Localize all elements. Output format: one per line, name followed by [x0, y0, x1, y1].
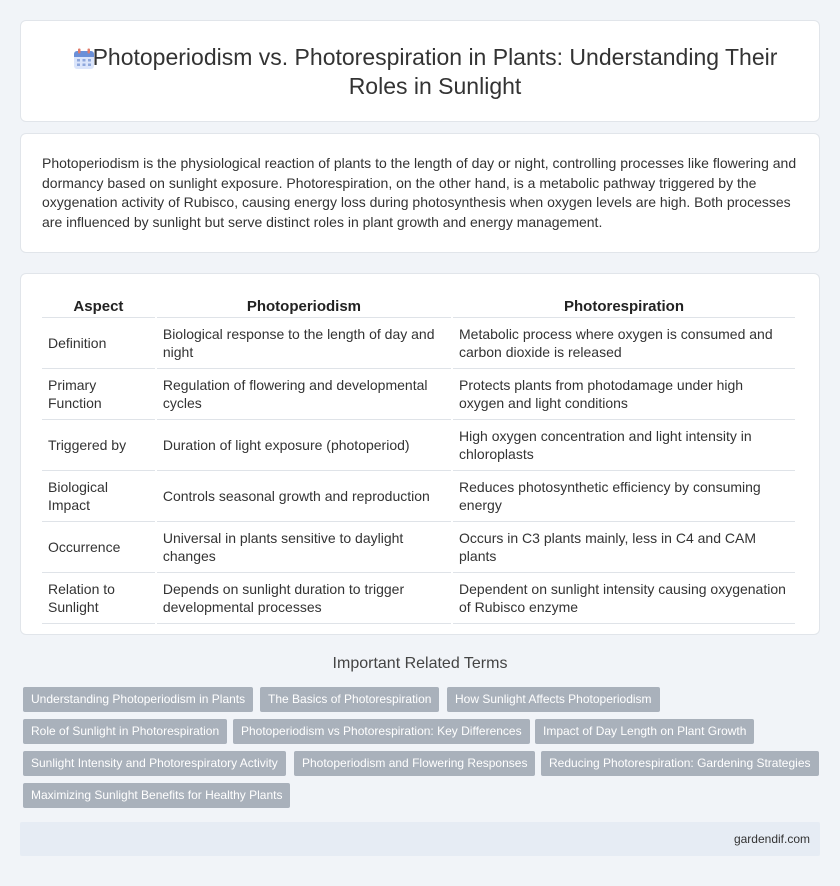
- table-cell: Occurrence: [42, 522, 155, 573]
- table-cell: Regulation of flowering and developmental cycles: [157, 369, 451, 420]
- comparison-table: [40, 292, 797, 624]
- comparison-card: [20, 273, 820, 635]
- table-cell: Reduces photosynthetic efficiency by consuming energy: [453, 471, 795, 522]
- table-row: [42, 471, 795, 522]
- related-term-tag[interactable]: Understanding Photoperiodism in Plants: [23, 687, 253, 712]
- intro-paragraph: Photoperiodism is the physiological reaction of plants to the length of day or night, controlling processes like flowering and dormancy based on sunlight exposure. Photorespiration, on the other hand, is a metabolic pathway triggered by the oxygenation activity of Rubisco, causing energy loss during photosynthesis when oxygen levels are high. Both processes are influenced by sunlight but serve distinct roles in plant growth and energy management.: [42, 155, 797, 230]
- table-cell: Biological Impact: [42, 471, 155, 522]
- table-cell: Biological response to the length of day and night: [157, 318, 451, 369]
- table-cell: Controls seasonal growth and reproduction: [157, 471, 451, 522]
- table-row: [42, 420, 795, 471]
- header-photoperiodism: Photoperiodism: [157, 292, 451, 318]
- table-cell: Duration of light exposure (photoperiod): [157, 420, 451, 471]
- related-term-tag[interactable]: Photoperiodism vs Photorespiration: Key Differences: [233, 719, 530, 744]
- table-cell: Triggered by: [42, 420, 155, 471]
- related-term-tag[interactable]: The Basics of Photorespiration: [260, 687, 439, 712]
- table-cell: Protects plants from photodamage under high oxygen and light conditions: [453, 369, 795, 420]
- table-cell: Depends on sunlight duration to trigger developmental processes: [157, 573, 451, 624]
- related-term-tag[interactable]: How Sunlight Affects Photoperiodism: [447, 687, 660, 712]
- footer: [20, 822, 820, 856]
- table-row: [42, 318, 795, 369]
- table-row: [42, 522, 795, 573]
- table-cell: Primary Function: [42, 369, 155, 420]
- related-term-tag[interactable]: Role of Sunlight in Photorespiration: [23, 719, 227, 744]
- table-row: [42, 369, 795, 420]
- page-title: Photoperiodism vs. Photorespiration in Plants: Understanding Their Roles in Sunlight: [92, 44, 778, 99]
- related-term-tag[interactable]: Photoperiodism and Flowering Responses: [294, 751, 535, 776]
- table-cell: Relation to Sunlight: [42, 573, 155, 624]
- header-aspect: Aspect: [42, 292, 155, 318]
- table-cell: Dependent on sunlight intensity causing oxygenation of Rubisco enzyme: [453, 573, 795, 624]
- related-term-tag[interactable]: Reducing Photorespiration: Gardening Strategies: [541, 751, 819, 776]
- related-term-tag[interactable]: Maximizing Sunlight Benefits for Healthy Plants: [23, 783, 290, 808]
- table-cell: Universal in plants sensitive to daylight changes: [157, 522, 451, 573]
- table-header-row: [42, 292, 795, 318]
- footer-site[interactable]: gardendif.com: [733, 832, 810, 846]
- table-cell: Occurs in C3 plants mainly, less in C4 and CAM plants: [453, 522, 795, 573]
- table-row: [42, 573, 795, 624]
- related-term-tag[interactable]: Impact of Day Length on Plant Growth: [535, 719, 754, 744]
- title-card: [20, 20, 820, 122]
- table-cell: High oxygen concentration and light intensity in chloroplasts: [453, 420, 795, 471]
- table-cell: Definition: [42, 318, 155, 369]
- intro-card: [20, 133, 820, 253]
- related-terms-heading: Important Related Terms: [332, 655, 508, 672]
- related-term-tag[interactable]: Sunlight Intensity and Photorespiratory Activity: [23, 751, 286, 776]
- table-cell: Metabolic process where oxygen is consumed and carbon dioxide is released: [453, 318, 795, 369]
- header-photorespiration: Photorespiration: [453, 292, 795, 318]
